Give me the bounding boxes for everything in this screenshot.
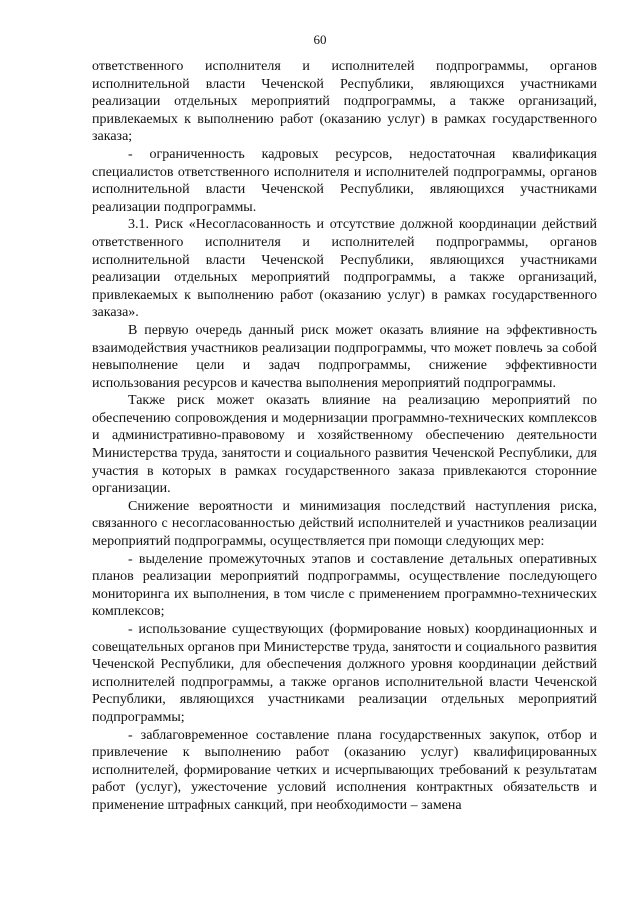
- paragraph-list-item: - заблаговременное составление плана государственных закупок, отбор и привлечение к выполнению работ (оказанию услуг) квалифицированных исполнителей, формирование четких и исчерпывающих требований к результатам работ (услуг), ужесточение условий исполнения контрактных обязательств и применение штрафных санкций, при необходимости – замена: [92, 727, 597, 813]
- paragraph: В первую очередь данный риск может оказать влияние на эффективность взаимодействия участников реализации подпрограммы, что может повлечь за собой невыполнение цели и задач подпрограммы, снижение эффективности использования ресурсов и качества выполнения мероприятий подпрограммы.: [92, 322, 597, 391]
- paragraph-list-item: - использование существующих (формирование новых) координационных и совещательных органов при Министерстве труда, занятости и социального развития Чеченской Республики, для обеспечения должного уровня координации действий исполнителей подпрограммы, а также органов исполнительной власти Чеченской Республики, являющихся участниками реализации отдельных мероприятий подпрограммы;: [92, 622, 597, 725]
- paragraph-risk-heading: 3.1. Риск «Несогласованность и отсутствие должной координации действий ответственного исполнителя и исполнителей подпрограммы, органов исполнительной власти Чеченской Республики, являющихся участниками реализации отдельных мероприятий подпрограммы, а также организаций, привлекаемых к выполнению работ (оказанию услуг) в рамках государственного заказа».: [92, 217, 597, 321]
- paragraph: Также риск может оказать влияние на реализацию мероприятий по обеспечению сопровождения и модернизации программно-технических комплексов и административно-правовому и хозяйственному обеспечению деятельности Министерства труда, занятости и социального развития Чеченской Республики, для участия в которых в рамках государственного заказа привлекаются сторонние организации.: [92, 393, 597, 497]
- paragraph-list-item: - ограниченность кадровых ресурсов, недостаточная квалификация специалистов ответственного исполнителя и исполнителей подпрограммы, органов исполнительной власти Чеченской Республики, являющихся участниками реализации подпрограммы.: [92, 146, 597, 215]
- paragraph-list-item: - выделение промежуточных этапов и составление детальных оперативных планов реализации мероприятий подпрограммы, осуществление последующего мониторинга их выполнения, в том числе с применением программно-технических комплексов;: [92, 551, 597, 620]
- paragraph-continuation: ответственного исполнителя и исполнителей подпрограммы, органов исполнительной власти Чеченской Республики, являющихся участниками реализации отдельных мероприятий подпрограммы, а также организаций, привлекаемых к выполнению работ (оказанию услуг) в рамках государственного заказа;: [92, 59, 597, 145]
- paragraph: Снижение вероятности и минимизация последствий наступления риска, связанного с несогласованностью действий исполнителей и участников реализации мероприятий подпрограммы, осуществляется при помощи следующих мер:: [92, 498, 597, 550]
- page-number: 60: [313, 32, 327, 47]
- document-body: [92, 58, 597, 815]
